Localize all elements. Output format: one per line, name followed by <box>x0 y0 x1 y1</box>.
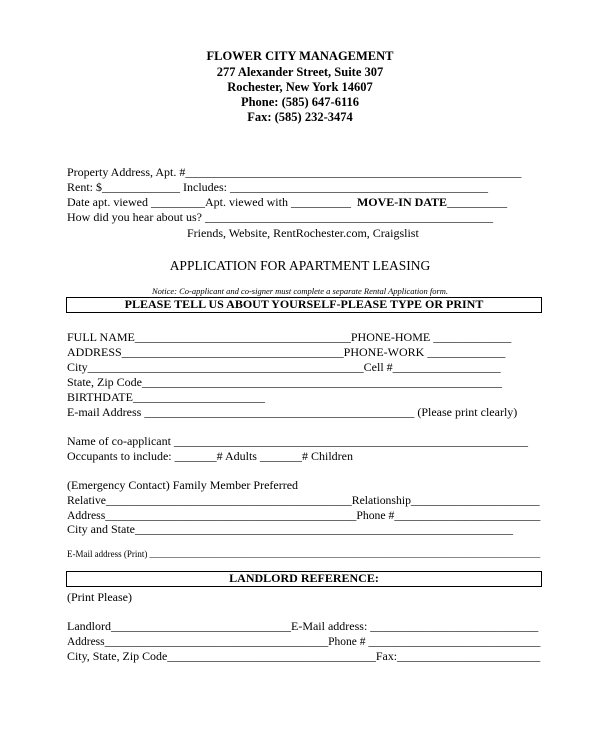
email-field[interactable]: E-mail Address _____________________________________________ (Please print clearly) <box>67 405 518 419</box>
date-viewed-row[interactable] <box>67 195 507 209</box>
co-applicant-field[interactable]: Name of co-applicant ___________________________________________________________ <box>67 434 528 448</box>
emergency-city-field[interactable]: City and State_______________________________________________________________ <box>67 522 513 536</box>
birthdate-field[interactable]: BIRTHDATE______________________ <box>67 390 265 404</box>
section-header-about: PLEASE TELL US ABOUT YOURSELF-PLEASE TYPE OR PRINT <box>66 297 542 313</box>
company-street: 277 Alexander Street, Suite 307 <box>216 65 384 79</box>
emergency-address-field[interactable]: Address___________________________________________Phone #_________________________ <box>67 508 541 522</box>
company-fax: Fax: (585) 232-3474 <box>247 110 353 124</box>
landlord-field[interactable]: Landlord______________________________E-Mail address: ____________________________ <box>67 619 539 633</box>
property-address-field[interactable]: Property Address, Apt. #________________________________________________________ <box>67 165 522 179</box>
application-title: APPLICATION FOR APARTMENT LEASING <box>169 258 431 273</box>
city-cell-field[interactable]: City______________________________________________Cell #__________________ <box>67 360 501 374</box>
sources-text: Friends, Website, RentRochester.com, Craigslist <box>187 226 419 240</box>
move-in-label: MOVE-IN DATE <box>356 195 448 209</box>
address-field[interactable]: ADDRESS_____________________________________PHONE-WORK _____________ <box>67 345 506 359</box>
landlord-address-field[interactable]: Address_______________________________________Phone # ______________________________ <box>67 634 541 648</box>
landlord-header: LANDLORD REFERENCE: <box>66 571 542 587</box>
company-name: FLOWER CITY MANAGEMENT <box>206 49 394 63</box>
relative-field[interactable]: Relative__________________________________________Relationship______________________ <box>67 493 540 507</box>
company-phone: Phone: (585) 647-6116 <box>240 95 360 109</box>
landlord-city-field[interactable]: City, State, Zip Code___________________________________Fax:________________________ <box>67 649 541 663</box>
full-name-field[interactable]: FULL NAME____________________________________PHONE-HOME _____________ <box>67 330 512 344</box>
emergency-header: (Emergency Contact) Family Member Preferred <box>67 478 299 492</box>
heard-about-field[interactable]: How did you hear about us? ________________________________________________ <box>67 210 493 224</box>
date-viewed-field[interactable]: Date apt. viewed _________Apt. viewed with __________ <box>67 195 351 209</box>
print-please-text: (Print Please) <box>67 590 132 604</box>
state-zip-field[interactable]: State, Zip Code____________________________________________________________ <box>67 375 502 389</box>
emergency-email-field[interactable]: E-Mail address (Print) _______________________________________________________________________________________ <box>67 549 541 559</box>
rent-includes-field[interactable]: Rent: $_____________ Includes: ___________________________________________ <box>67 180 488 194</box>
move-in-field[interactable]: __________ <box>447 195 508 209</box>
occupants-field[interactable]: Occupants to include: _______# Adults _______# Children <box>67 449 353 463</box>
company-city: Rochester, New York 14607 <box>227 80 373 94</box>
notice-text: Notice: Co-applicant and co-signer must complete a separate Rental Application form. <box>151 286 449 296</box>
